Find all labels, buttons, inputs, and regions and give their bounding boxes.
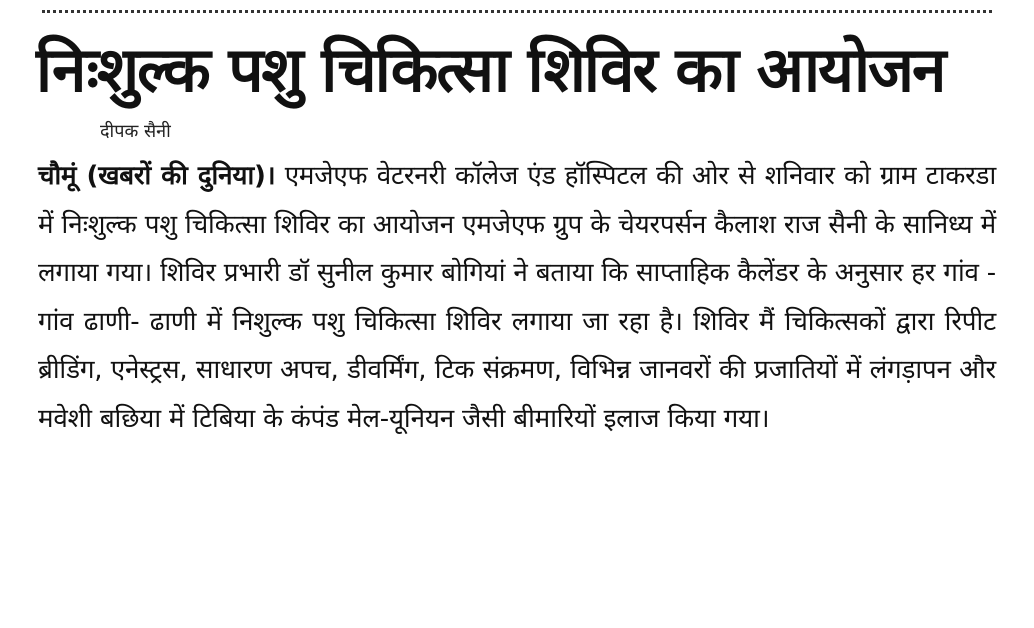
dotted-divider [42, 10, 992, 13]
article-body [38, 152, 996, 444]
article-body-text: एमजेएफ वेटरनरी कॉलेज एंड हॉस्पिटल की ओर से शनिवार को ग्राम टाकरडा में निःशुल्क पशु चिकित्सा शिविर का आयोजन एमजेएफ ग्रुप के चेयरपर्सन कैलाश राज सैनी के सानिध्य में लगाया गया। शिविर प्रभारी डॉ सुनील कुमार बोगियां ने बताया कि साप्ताहिक कैलेंडर के अनुसार हर गांव - गांव ढाणी- ढाणी में निशुल्क पशु चिकित्सा शिविर लगाया जा रहा है। शिविर मैं चिकित्सकों द्वारा रिपीट ब्रीडिंग, एनेस्ट्रस, साधारण अपच, डीवर्मिंग, टिक संक्रमण, विभिन्न जानवरों की प्रजातियों में लंगड़ापन और मवेशी बछिया में टिबिया के कंपंड मेल-यूनियन जैसी बीमारियों इलाज किया गया। [38, 161, 996, 434]
article-dateline: चौमूं (खबरों की दुनिया)। [38, 161, 276, 191]
article-byline: दीपक सैनी [100, 121, 171, 142]
article-headline: निःशुल्क पशु चिकित्सा शिविर का आयोजन [36, 33, 945, 106]
